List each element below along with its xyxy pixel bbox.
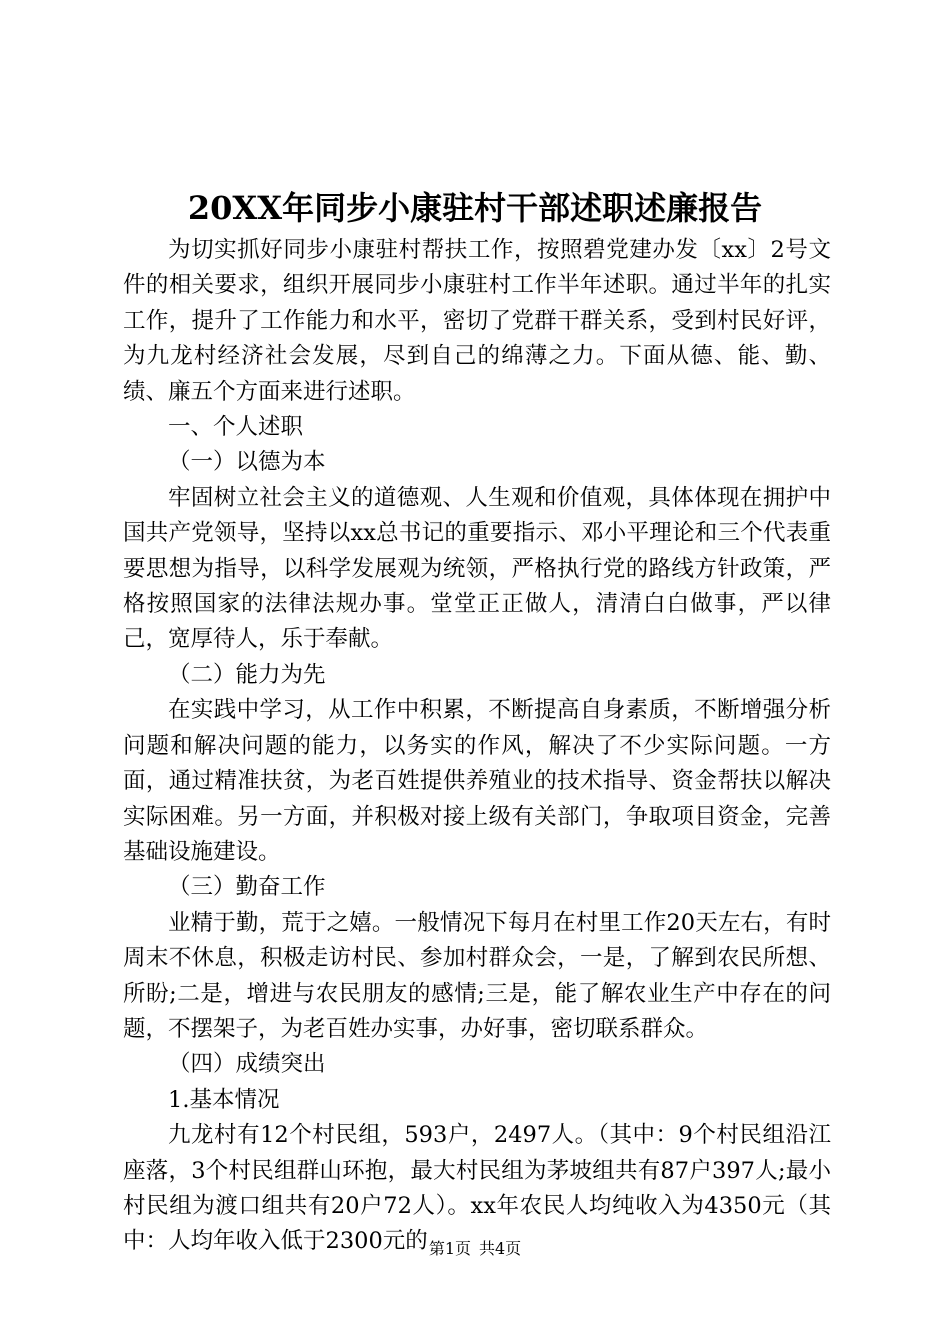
section-heading-personal: 一、个人述职 <box>168 414 304 441</box>
subsection-heading-achievements: （四）成绩突出 <box>168 1051 326 1078</box>
paragraph-diligence: 业精于勤，荒于之嬉。一般情况下每月在村里工作20天左右，有时周末不休息，积极走访村民、参加村群众会，一是，了解到农民所想、所盼;二是，增进与农民朋友的感情;三是，能了解农业生产中存在的问题，不摆架子，为老百姓办实事，办好事，密切联系群众。 <box>123 909 831 1042</box>
paragraph-morality: 牢固树立社会主义的道德观、人生观和价值观，具体体现在拥护中国共产党领导，坚持以xx总书记的重要指示、邓小平理论和三个代表重要思想为指导，以科学发展观为统领，严格执行党的路线方针政策，严格按照国家的法律法规办事。堂堂正正做人，清清白白做事，严以律己，宽厚待人，乐于奉献。 <box>123 484 831 653</box>
page-footer <box>0 1237 950 1261</box>
page-number: 第1页 <box>428 1239 471 1258</box>
subsection-heading-diligence: （三）勤奋工作 <box>168 874 326 901</box>
document-title: 20XX年同步小康驻村干部述职述廉报告 <box>187 189 763 227</box>
document-body <box>123 233 831 1260</box>
paragraph-ability: 在实践中学习，从工作中积累，不断提高自身素质，不断增强分析问题和解决问题的能力，以务实的作风，解决了不少实际问题。一方面，通过精准扶贫，为老百姓提供养殖业的技术指导、资金帮扶以解决实际困难。另一方面，并积极对接上级有关部门，争取项目资金，完善基础设施建设。 <box>123 697 831 865</box>
item-heading-basic-situation: 1.基本情况 <box>168 1086 280 1113</box>
page-total: 共4页 <box>479 1239 522 1258</box>
paragraph-intro: 为切实抓好同步小康驻村帮扶工作，按照碧党建办发〔xx〕2号文件的相关要求，组织开展同步小康驻村工作半年述职。通过半年的扎实工作，提升了工作能力和水平，密切了党群干群关系，受到村民好评，为九龙村经济社会发展，尽到自己的绵薄之力。下面从德、能、勤、绩、廉五个方面来进行述职。 <box>123 237 831 405</box>
subsection-heading-morality: （一）以德为本 <box>168 449 326 476</box>
subsection-heading-ability: （二）能力为先 <box>168 661 326 688</box>
paragraph-basic-situation: 九龙村有12个村民组，593户，2497人。（其中：9个村民组沿江座落，3个村民组群山环抱，最大村民组为茅坡组共有87户397人;最小村民组为渡口组共有20户72人）。xx年农民人均纯收入为4350元（其中：人均年收入低于2300元的 <box>123 1122 831 1255</box>
